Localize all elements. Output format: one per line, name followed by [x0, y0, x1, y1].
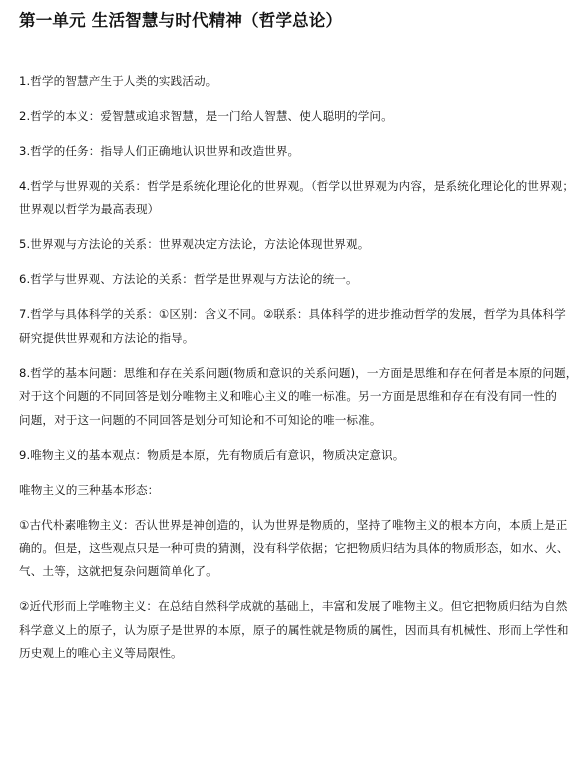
paragraph-3	[19, 140, 569, 163]
paragraph-7	[19, 303, 569, 350]
line: 研究提供世界观和方法论的指导。	[19, 330, 195, 345]
line: 历史观上的唯心主义等局限性。	[19, 646, 183, 661]
line: 7.哲学与具体科学的关系：①区别：含义不同。②联系：具体科学的进步推动哲学的发展，哲学为具体科学	[19, 307, 566, 322]
line: 唯物主义的三种基本形态：	[19, 482, 160, 497]
line: 9.唯物主义的基本观点：物质是本原，先有物质后有意识，物质决定意识。	[19, 447, 405, 462]
paragraph-5	[19, 233, 569, 256]
line: 5.世界观与方法论的关系：世界观决定方法论，方法论体现世界观。	[19, 237, 370, 252]
line: 问题，对于这一问题的不同回答是划分可知论和不可知论的唯一标准。	[19, 412, 382, 427]
paragraph-4	[19, 175, 575, 222]
line: 对于这个问题的不同回答是划分唯物主义和唯心主义的唯一标准。另一方面是思维和存在有没有同一性的	[19, 389, 557, 404]
paragraph-2	[19, 105, 569, 128]
line: 6.哲学与世界观、方法论的关系：哲学是世界观与方法论的统一。	[19, 272, 358, 287]
line: 3.哲学的任务：指导人们正确地认识世界和改造世界。	[19, 144, 300, 158]
unit-title: 第一单元 生活智慧与时代精神（哲学总论）	[19, 11, 343, 30]
line: 4.哲学与世界观的关系：哲学是系统化理论化的世界观。（哲学以世界观为内容，是系统化理论化的世界观；	[19, 179, 575, 193]
paragraph-8	[19, 362, 578, 432]
paragraph-6	[19, 268, 569, 291]
line: ①古代朴素唯物主义：否认世界是神创造的，认为世界是物质的，坚持了唯物主义的根本方向，本质上是正	[19, 517, 568, 532]
line: 世界观以哲学为最高表现）	[19, 202, 160, 217]
document-body	[19, 70, 578, 666]
line: 2.哲学的本义：爱智慧或追求智慧，是一门给人智慧、使人聪明的学问。	[19, 109, 393, 123]
line: 科学意义上的原子，认为原子是世界的本原，原子的属性就是物质的属性，因而具有机械性、形而上学性和	[19, 622, 569, 637]
line: 气、土等，这就把复杂问题简单化了。	[19, 564, 218, 579]
paragraph-1	[19, 70, 569, 93]
paragraph-modern-materialism	[19, 595, 569, 665]
line: 1.哲学的智慧产生于人类的实践活动。	[19, 74, 218, 88]
paragraph-ancient-materialism	[19, 514, 569, 584]
line: 确的。但是，这些观点只是一种可贵的猜测，没有科学依据；它把物质归结为具体的物质形态，如水、火、	[19, 541, 569, 556]
paragraph-9	[19, 444, 569, 467]
line: 8.哲学的基本问题：思维和存在关系问题(物质和意识的关系问题)，一方面是思维和存在何者是本原的问题，	[19, 365, 578, 380]
line: ②近代形而上学唯物主义：在总结自然科学成就的基础上，丰富和发展了唯物主义。但它把物质归结为自然	[19, 599, 568, 614]
paragraph-forms-heading	[19, 479, 569, 502]
